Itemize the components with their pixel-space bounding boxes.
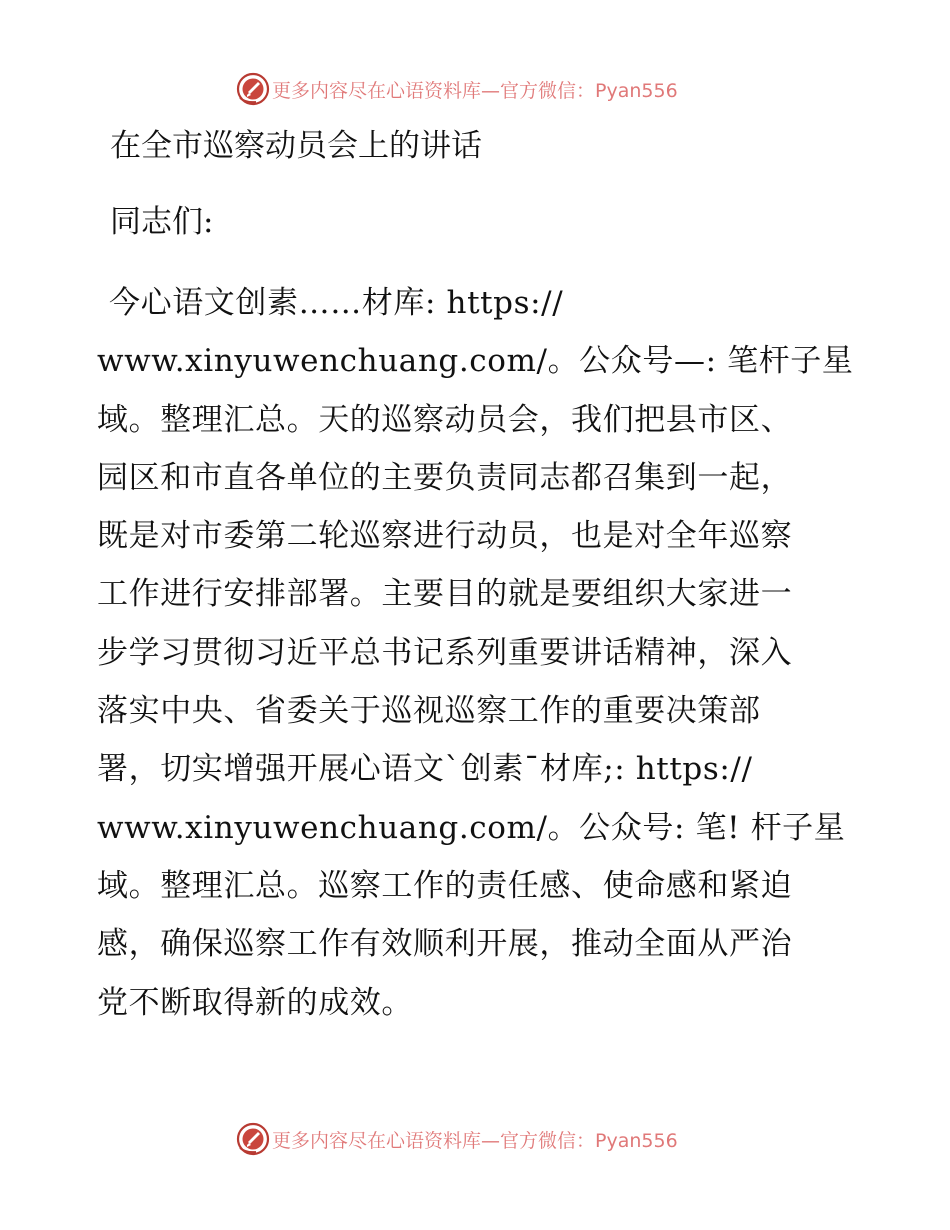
body-line: www.xinyuwenchuang.com/。公众号: 笔! 杆子星 [97, 809, 846, 846]
body-line: 既是对市委第二轮巡察进行动员，也是对全年巡察 [97, 518, 793, 555]
body-line: 感，确保巡察工作有效顺利开展，推动全面从严治 [97, 926, 793, 963]
greeting: 同志们: [110, 204, 214, 240]
body-line: 署，切实增强开展心语文`创素¯材库;: https:// [97, 751, 753, 788]
body-line: 党不断取得新的成效。 [97, 984, 413, 1021]
body-line: 园区和市直各单位的主要负责同志都召集到一起， [97, 459, 793, 496]
body-line: 域。整理汇总。巡察工作的责任感、使命感和紧迫 [97, 867, 793, 904]
body-line: 落实中央、省委关于巡视巡察工作的重要决策部 [97, 693, 761, 730]
red-seal-logo-icon [236, 72, 270, 106]
body-line: 今心语文创素……材库: https:// [109, 285, 564, 321]
footer-banner-text: 更多内容尽在心语资料库—官方微信：Pyan556 [272, 1129, 678, 1152]
header-banner-text: 更多内容尽在心语资料库—官方微信：Pyan556 [272, 79, 678, 102]
body-line: www.xinyuwenchuang.com/。公众号—: 笔杆子星 [97, 343, 854, 380]
body-line: 工作进行安排部署。主要目的就是要组织大家进一 [97, 576, 793, 613]
footer-banner [236, 1122, 736, 1156]
body-line: 域。整理汇总。天的巡察动员会，我们把县市区、 [97, 401, 793, 438]
header-banner [236, 72, 736, 106]
body-line: 步学习贯彻习近平总书记系列重要讲话精神，深入 [97, 634, 793, 671]
document-title: 在全市巡察动员会上的讲话 [110, 128, 482, 164]
document-body [97, 274, 857, 1032]
red-seal-logo-icon [236, 1122, 270, 1156]
